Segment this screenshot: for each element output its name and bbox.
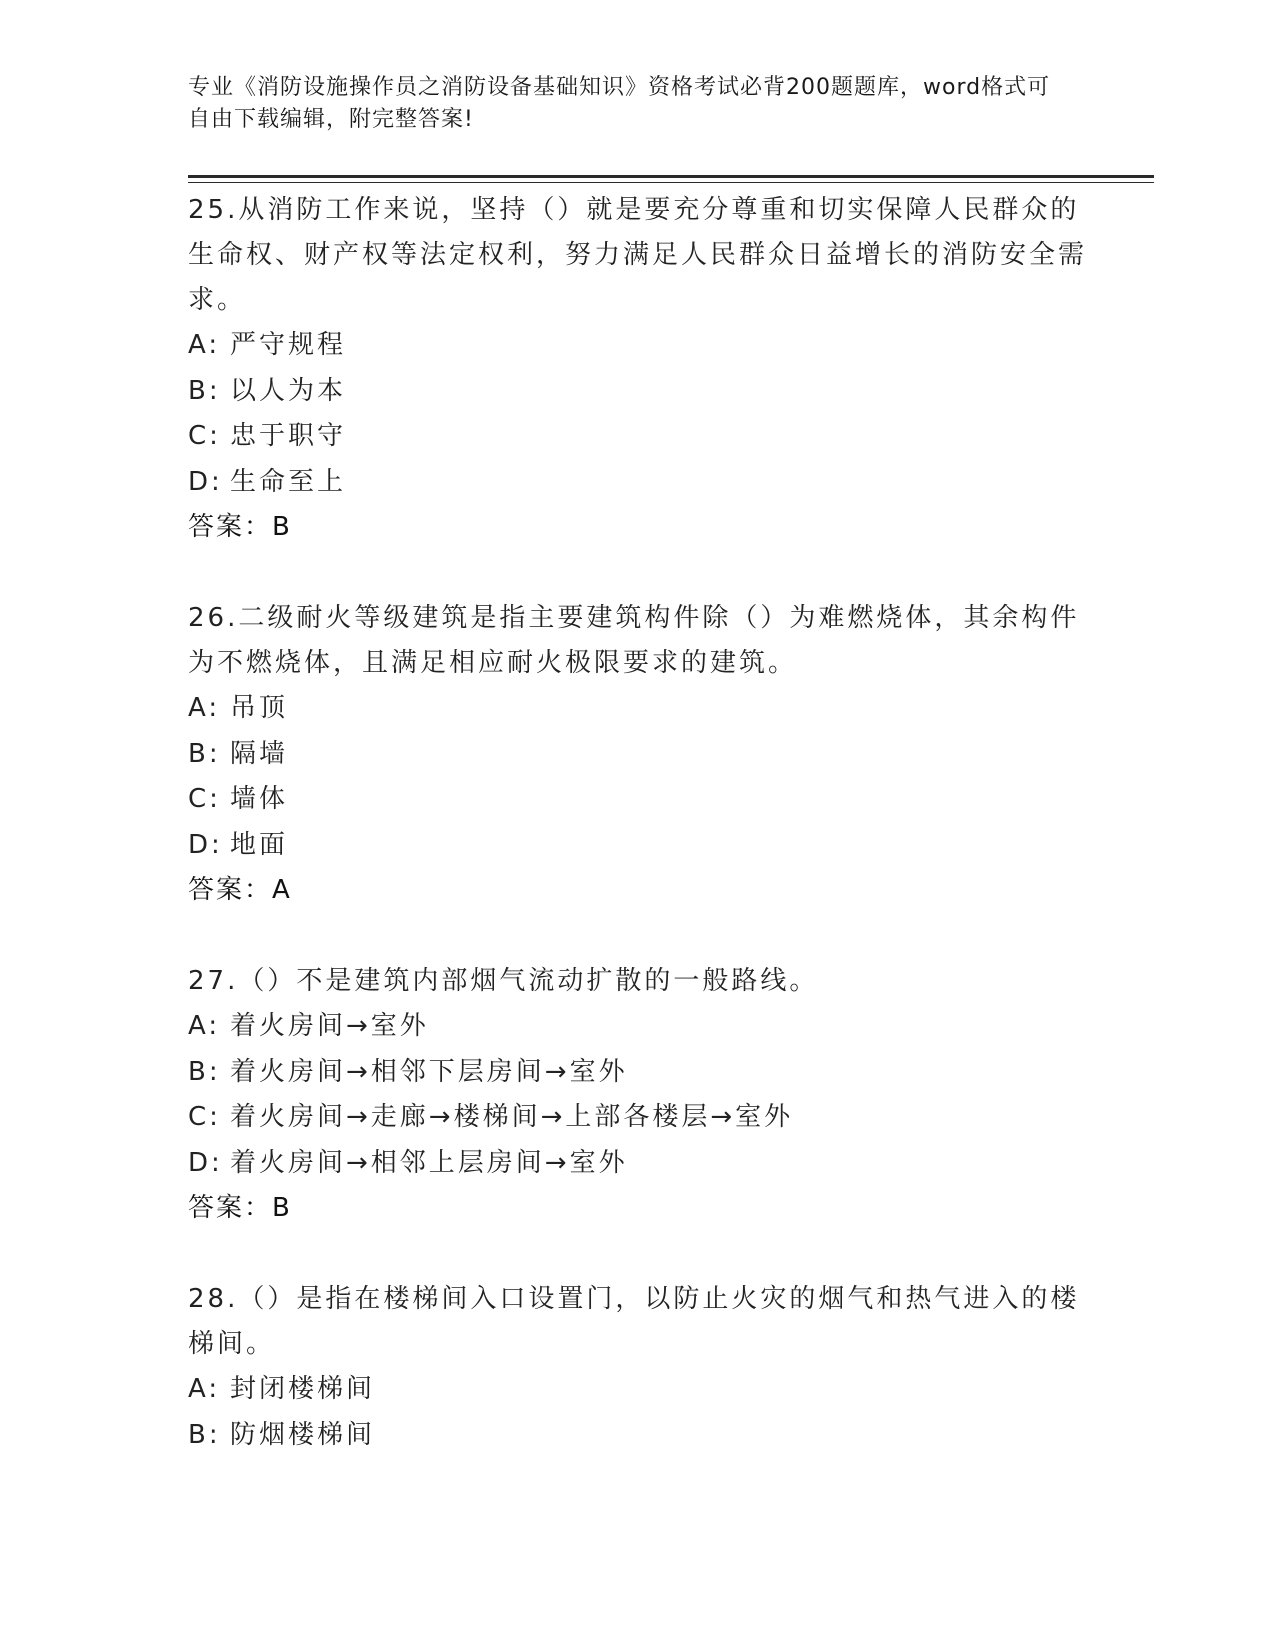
answer-line: 答案：B (188, 512, 292, 542)
option-text: 着火房间→相邻上层房间→室外 (230, 1147, 628, 1178)
option-d (188, 1141, 1088, 1187)
option-d (188, 460, 1088, 506)
option-letter: A: (188, 330, 221, 360)
option-letter: C: (188, 421, 221, 451)
option-letter: B: (188, 1056, 221, 1087)
option-b (188, 1413, 1088, 1459)
option-letter: A: (188, 1011, 221, 1041)
option-b (188, 1050, 1088, 1096)
option-text: 墙体 (230, 784, 289, 814)
option-text: 着火房间→走廊→楼梯间→上部各楼层→室外 (230, 1102, 794, 1132)
question-27 (188, 959, 1088, 1231)
option-text: 生命至上 (230, 466, 347, 497)
option-text: 地面 (230, 829, 289, 860)
option-text: 忠于职守 (230, 421, 347, 451)
option-letter: C: (188, 784, 221, 814)
option-a (188, 1004, 1088, 1050)
option-letter: B: (188, 738, 221, 769)
question-stem: 26.二级耐火等级建筑是指主要建筑构件除（）为难燃烧体，其余构件为不燃烧体，且满足相应耐火极限要求的建筑。 (188, 603, 1080, 678)
option-c (188, 414, 1088, 460)
option-a (188, 323, 1088, 369)
option-b (188, 369, 1088, 415)
header-divider-thick (188, 175, 1154, 178)
option-text: 严守规程 (230, 330, 347, 360)
option-letter: A: (188, 693, 221, 723)
option-letter: D: (188, 466, 223, 497)
option-b (188, 732, 1088, 778)
option-text: 封闭楼梯间 (230, 1374, 376, 1404)
option-text: 着火房间→相邻下层房间→室外 (230, 1056, 628, 1087)
option-letter: D: (188, 829, 223, 860)
question-stem: 27.（）不是建筑内部烟气流动扩散的一般路线。 (188, 966, 819, 996)
option-letter: D: (188, 1147, 223, 1178)
option-c (188, 1095, 1088, 1141)
question-list (188, 188, 1088, 1504)
option-text: 以人为本 (230, 375, 347, 406)
option-letter: C: (188, 1102, 221, 1132)
option-letter: B: (188, 375, 221, 406)
option-letter: A: (188, 1374, 221, 1404)
document-header: 专业《消防设施操作员之消防设备基础知识》资格考试必背200题题库，word格式可自由下载编辑，附完整答案! (188, 75, 1051, 132)
option-text: 隔墙 (230, 738, 289, 769)
question-stem: 25.从消防工作来说，坚持（）就是要充分尊重和切实保障人民群众的生命权、财产权等法定权利，努力满足人民群众日益增长的消防安全需求。 (188, 195, 1088, 315)
option-letter: B: (188, 1419, 221, 1450)
option-a (188, 686, 1088, 732)
option-a (188, 1367, 1088, 1413)
question-28 (188, 1277, 1088, 1458)
option-text: 着火房间→室外 (230, 1011, 429, 1041)
answer-line: 答案：A (188, 875, 292, 905)
option-d (188, 823, 1088, 869)
header-divider-thin (188, 182, 1154, 183)
option-text: 吊顶 (230, 693, 289, 723)
answer-line: 答案：B (188, 1193, 292, 1223)
question-26 (188, 596, 1088, 913)
question-stem: 28.（）是指在楼梯间入口设置门，以防止火灾的烟气和热气进入的楼梯间。 (188, 1284, 1080, 1359)
option-text: 防烟楼梯间 (230, 1419, 376, 1450)
question-25 (188, 188, 1088, 550)
option-c (188, 777, 1088, 823)
